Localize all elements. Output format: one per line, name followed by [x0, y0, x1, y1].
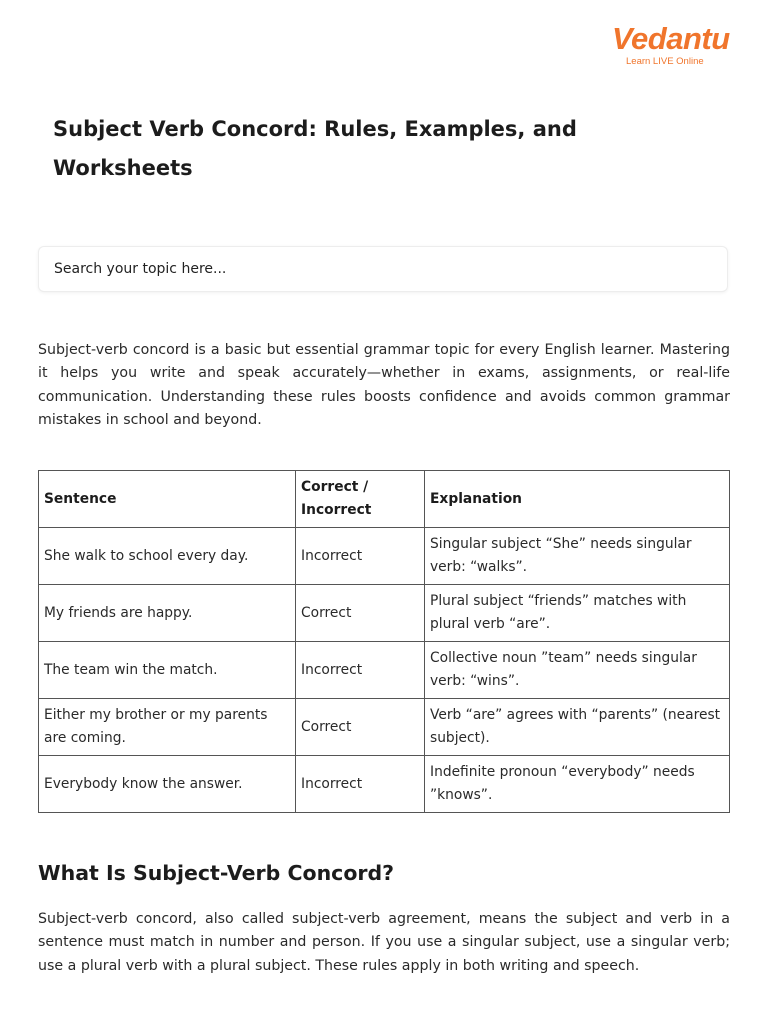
- table-header-row: [39, 471, 730, 528]
- cell-sentence: She walk to school every day.: [39, 528, 296, 585]
- cell-sentence: Either my brother or my parents are coming.: [39, 699, 296, 756]
- search-box[interactable]: [38, 246, 728, 292]
- cell-sentence: The team win the match.: [39, 642, 296, 699]
- table-row: [39, 642, 730, 699]
- cell-explanation: Indefinite pronoun “everybody” needs ”knows”.: [425, 756, 730, 813]
- table-row: [39, 699, 730, 756]
- cell-status: Correct: [296, 585, 425, 642]
- cell-status: Incorrect: [296, 528, 425, 585]
- cell-explanation: Plural subject “friends” matches with plural verb “are”.: [425, 585, 730, 642]
- header-sentence: Sentence: [39, 471, 296, 528]
- cell-sentence: Everybody know the answer.: [39, 756, 296, 813]
- search-input[interactable]: [39, 247, 727, 291]
- definition-paragraph: Subject-verb concord, also called subject-verb agreement, means the subject and verb in a sentence must match in number and person. If you use a singular subject, use a singular verb; use a plural verb with a plural subject. These rules apply in both writing and speech.: [38, 911, 730, 974]
- cell-explanation: Singular subject “She” needs singular verb: “walks”.: [425, 528, 730, 585]
- header-explanation: Explanation: [425, 471, 730, 528]
- vedantu-logo[interactable]: [612, 21, 730, 67]
- concord-examples-table: [38, 470, 730, 813]
- cell-explanation: Collective noun ”team” needs singular verb: “wins”.: [425, 642, 730, 699]
- table-row: [39, 528, 730, 585]
- table-row: [39, 585, 730, 642]
- cell-sentence: My friends are happy.: [39, 585, 296, 642]
- table-row: [39, 756, 730, 813]
- cell-status: Incorrect: [296, 756, 425, 813]
- intro-paragraph: Subject-verb concord is a basic but essential grammar topic for every English learner. Mastering it helps you write and speak accurately—whether in exams, assignments, or real-life communication. Understanding these rules boosts confidence and avoids common grammar mistakes in school and beyond.: [38, 342, 730, 428]
- cell-status: Incorrect: [296, 642, 425, 699]
- cell-status: Correct: [296, 699, 425, 756]
- logo-tagline: Learn LIVE Online: [626, 56, 704, 67]
- cell-explanation: Verb “are” agrees with “parents” (nearest subject).: [425, 699, 730, 756]
- page-title: Subject Verb Concord: Rules, Examples, and Worksheets: [53, 117, 577, 180]
- section-heading: What Is Subject-Verb Concord?: [38, 861, 395, 885]
- header-status: Correct / Incorrect: [296, 471, 425, 528]
- logo-wordmark: Vedantu: [612, 21, 730, 56]
